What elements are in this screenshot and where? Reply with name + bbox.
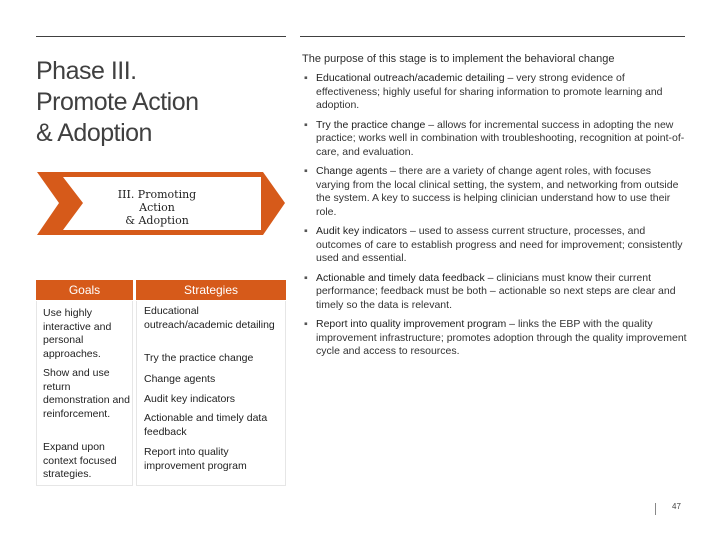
bullet-icon: ▪ xyxy=(304,318,308,330)
bullet-term: Change agents xyxy=(316,165,388,177)
bullet-desc: – there are a variety of change agent roles, with focuses varying from the local clinical setting, the system, and networking from outside the system. A key to success is helping clinician understand how to use their role. xyxy=(316,165,679,218)
strategy-item: Change agents xyxy=(144,373,216,385)
bullet-desc: – links the EBP with the quality improvement infrastructure; promotes adoption through the quality improvement cycle and access to resources. xyxy=(316,318,687,357)
strategy-item: Audit key indicators xyxy=(144,393,236,405)
bullet-desc: – used to assess current structure, processes, and outcomes of care to establish progress and need for improvement; consistently used and essential. xyxy=(316,225,683,264)
goal-item: Use highly interactive and personal approaches. xyxy=(43,307,112,360)
bullet-term: Report into quality improvement program xyxy=(316,318,507,330)
title-rule xyxy=(36,36,286,37)
phase-arrow-banner xyxy=(37,172,285,235)
content-rule xyxy=(300,36,685,37)
bullet-desc: – clinicians must know their current performance; feedback must be both – actionable so next steps are clear and timely so the data is relevant. xyxy=(316,271,676,311)
bullet-icon: ▪ xyxy=(304,271,308,284)
bullet-icon: ▪ xyxy=(304,225,308,237)
goals-column xyxy=(36,301,133,486)
bullet-icon: ▪ xyxy=(304,165,308,177)
bullet-item xyxy=(302,318,687,359)
goal-item: Expand upon context focused strategies. xyxy=(43,441,117,480)
banner-label: III. Promoting Action & Adoption xyxy=(117,188,197,227)
page-number: 47 xyxy=(672,502,681,511)
strategy-item: Educational outreach/academic detailing xyxy=(144,305,275,331)
bullet-term: Educational outreach/academic detailing xyxy=(316,72,505,84)
strategy-item: Try the practice change xyxy=(144,352,254,364)
bullet-item xyxy=(302,272,687,313)
bullet-item xyxy=(302,225,687,266)
bullet-term: Audit key indicators xyxy=(316,225,408,237)
bullet-item xyxy=(302,119,687,160)
bullet-term: Actionable and timely data feedback xyxy=(316,271,485,284)
strategy-item: Actionable and timely data feedback xyxy=(144,412,268,438)
strategy-bullet-list xyxy=(302,72,687,359)
bullet-item xyxy=(302,72,687,113)
bullet-icon: ▪ xyxy=(304,72,308,84)
bullet-desc: – very strong evidence of effectiveness; highly useful for sharing information to promote learning and adoption. xyxy=(316,72,663,111)
bullet-desc: – allows for incremental success in adopting the new practice; works well in combination with troubleshooting, recognition at point-of-care, and evaluation. xyxy=(316,118,685,158)
goal-item: Show and use return demonstration and reinforcement. xyxy=(43,367,130,420)
bullet-term: Try the practice change xyxy=(316,118,426,131)
slide-title: Phase III. Promote Action & Adoption xyxy=(36,57,199,147)
strategies-header: Strategies xyxy=(136,280,286,300)
intro-text: The purpose of this stage is to implement the behavioral change xyxy=(302,53,615,65)
strategy-item: Report into quality improvement program xyxy=(144,446,247,472)
bullet-icon: ▪ xyxy=(304,118,308,131)
goals-header: Goals xyxy=(36,280,133,300)
strategies-column xyxy=(136,301,286,486)
footer-divider xyxy=(655,503,656,515)
bullet-item xyxy=(302,165,687,219)
